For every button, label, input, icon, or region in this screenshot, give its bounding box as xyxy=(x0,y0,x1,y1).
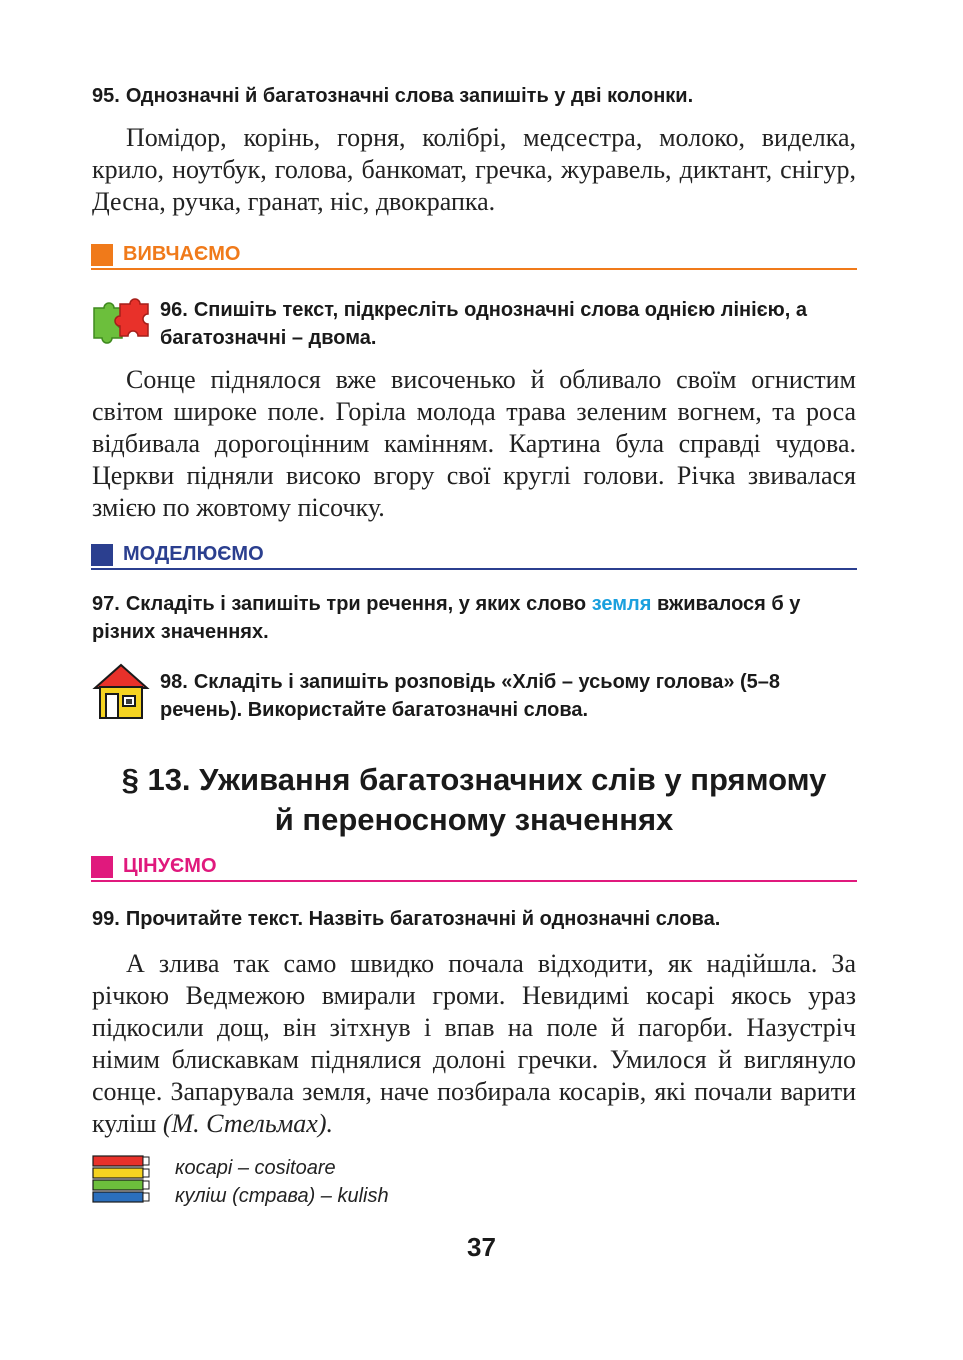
paragraph: Сонце піднялося вже височенько й обливало своїм огнистим світом широке поле. Горіла молода трава зеленим вогнем, та роса відбивала дорогоцінним камінням. Картина була справді чудова. Церкви підняли високо вгору свої круглі голови. Річка звивалася змією по жовтому пісочку. xyxy=(92,365,856,522)
task-number: 96. xyxy=(160,299,188,321)
task-text: Однозначні й багатозначні слова запишіть у дві колонки. xyxy=(125,85,694,107)
task-98 xyxy=(160,668,857,724)
section-label: МОДЕЛЮЄМО xyxy=(123,543,264,565)
task-text-after: вживалося б у різних значеннях. xyxy=(92,593,801,643)
section-value xyxy=(91,852,857,882)
section-divider xyxy=(91,880,857,882)
section-label: ЦІНУЄМО xyxy=(123,855,217,877)
section-marker-square xyxy=(91,544,113,566)
exercise-text-99 xyxy=(92,948,856,1140)
exercise-text-95 xyxy=(92,122,856,218)
section-model xyxy=(91,540,857,570)
task-number: 98. xyxy=(160,671,188,693)
task-95 xyxy=(92,82,858,110)
paragraph xyxy=(92,948,856,1140)
paragraph: Помідор, корінь, горня, колібрі, медсестра, молоко, виделка, крило, ноутбук, голова, банкомат, гречка, журавель, диктант, снігур, Десна, ручка, гранат, ніс, двокрапка. xyxy=(92,123,856,216)
task-text: Спишіть текст, підкресліть однозначні слова однією лінією, а багатозначні – двома. xyxy=(160,299,807,349)
exercise-text-96 xyxy=(92,364,856,524)
task-number: 95. xyxy=(92,85,120,107)
glossary xyxy=(175,1154,389,1210)
glossary-item: куліш (страва) – kulish xyxy=(175,1185,389,1207)
section-learn xyxy=(91,240,857,270)
books-icon xyxy=(91,1154,151,1206)
section-divider xyxy=(91,268,857,270)
task-text-before: Складіть і запишіть три речення, у яких слово xyxy=(125,593,592,615)
task-number: 97. xyxy=(92,593,120,615)
heading-line-2: й переносному значеннях xyxy=(274,802,674,837)
house-icon xyxy=(92,662,150,720)
task-text: Прочитайте текст. Назвіть багатозначні й однозначні слова. xyxy=(125,908,721,930)
task-96 xyxy=(160,296,857,352)
paragraph-text: А злива так само швидко почала відходити, як надійшла. За річкою Ведмежою вмирали громи. Невидимі косарі якось ураз підкосили дощ, він зітхнув і впав на поле й пагорби. Назустріч німим блискавкам піднялися долоні гречки. Умилося й виглянуло сонце. Запарувала земля, наче позбирала косарів, які почали варити куліш xyxy=(92,949,856,1138)
section-divider xyxy=(91,568,857,570)
highlighted-word: земля xyxy=(591,593,652,615)
section-label: ВИВЧАЄМО xyxy=(123,243,241,265)
section-heading xyxy=(91,760,857,840)
task-number: 99. xyxy=(92,908,120,930)
section-marker-square xyxy=(91,244,113,266)
task-99 xyxy=(92,905,858,933)
heading-line-1: § 13. Уживання багатозначних слів у прямому xyxy=(121,762,827,797)
page-number: 37 xyxy=(467,1232,496,1262)
puzzle-icon xyxy=(90,298,152,344)
glossary-item: косарі – cositoare xyxy=(175,1157,336,1179)
task-text: Складіть і запишіть розповідь «Хліб – усьому голова» (5–8 речень). Використайте багатозначні слова. xyxy=(160,671,781,721)
task-97 xyxy=(92,590,858,646)
section-marker-square xyxy=(91,856,113,878)
author-citation: (М. Стельмах). xyxy=(162,1109,333,1138)
